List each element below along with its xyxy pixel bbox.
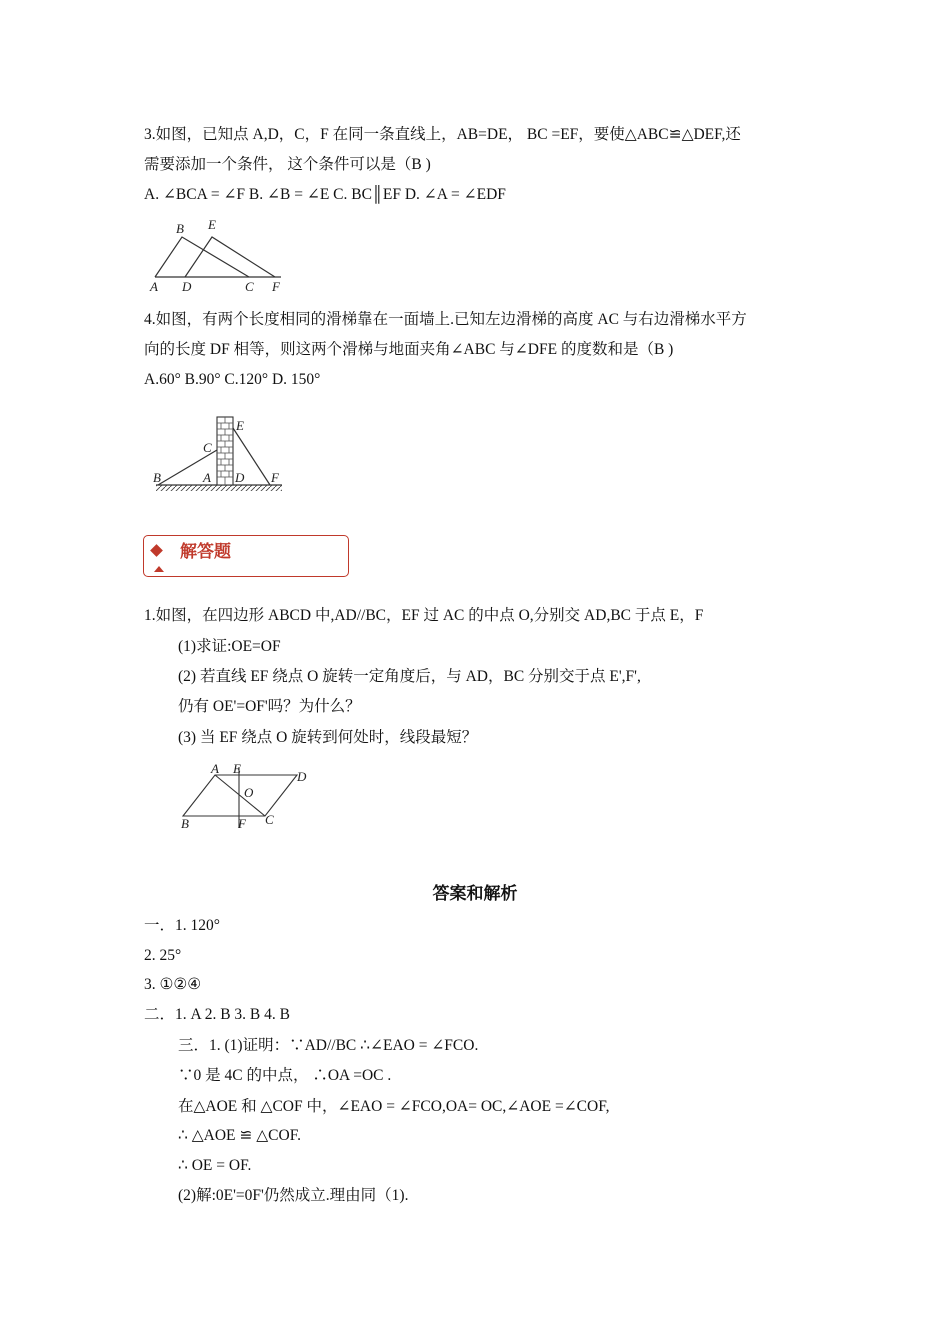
proof-line: (2)解:0E'=0F'仍然成立.理由同（1).	[178, 1187, 409, 1204]
q3-triangle-abc	[155, 237, 249, 277]
q4-line-1: 4.如图，有两个长度相同的滑梯靠在一面墙上.已知左边滑梯的高度 AC 与右边滑梯水平方	[144, 311, 747, 328]
q4-line-2: 向的长度 DF 相等，则这两个滑梯与地面夹角∠ABC 与∠DFE 的度数和是（B )	[144, 341, 674, 358]
q4-label-d: D	[235, 470, 245, 485]
proof-line: ∴ OE = OF.	[178, 1157, 252, 1174]
p1-label-d: D	[297, 769, 307, 784]
q4-figure	[150, 412, 290, 497]
q4-label-e: E	[236, 418, 244, 433]
answer-line: 一．1. 120°	[144, 917, 220, 934]
answer-line: 2. 25°	[144, 947, 182, 964]
q3-figure	[145, 215, 295, 295]
q4-options: A.60° B.90° C.120° D. 150°	[144, 371, 321, 388]
proof-line: 三．1. (1)证明：∵AD//BC ∴∠EAO = ∠FCO.	[178, 1037, 479, 1054]
p1-sub-3: (3) 当 EF 绕点 O 旋转到何处时，线段最短？	[178, 729, 478, 746]
p1-sub-2: (2) 若直线 EF 绕点 O 旋转一定角度后，与 AD，BC 分别交于点 E',F',	[178, 668, 641, 685]
p1-sub-2b: 仍有 OE'=OF'吗？为什么？	[178, 698, 361, 715]
p1-diagonal-ac	[215, 775, 265, 816]
q3-label-d: D	[182, 279, 192, 294]
answer-line: 二．1. A 2. B 3. B 4. B	[144, 1006, 290, 1023]
p1-label-e: E	[233, 761, 241, 776]
p1-label-a: A	[211, 761, 219, 776]
triangle-icon	[154, 566, 164, 572]
p1-line-1: 1.如图，在四边形 ABCD 中,AD//BC，EF 过 AC 的中点 O,分别交 AD,BC 于点 E，F	[144, 607, 704, 624]
proof-line: ∵0 是 4C 的中点， ∴OA =OC .	[178, 1067, 392, 1084]
q4-ground-hatch	[156, 485, 282, 491]
p1-figure	[175, 760, 315, 832]
p1-sub-1: (1)求证:OE=OF	[178, 638, 281, 655]
q3-line-1: 3.如图，已知点 A,D，C，F 在同一条直线上，AB=DE， BC =EF，要使△ABC≌△DEF,还	[144, 126, 741, 143]
q4-brick-wall	[217, 417, 233, 485]
q4-label-a: A	[203, 470, 211, 485]
q4-label-c: C	[203, 440, 212, 455]
p1-label-o: O	[244, 785, 254, 800]
q3-options: A. ∠BCA = ∠F B. ∠B = ∠E C. BC║EF D. ∠A = ∠EDF	[144, 186, 506, 203]
p1-label-c: C	[265, 812, 274, 827]
section-header-box	[143, 535, 349, 577]
q3-triangle-def	[185, 237, 275, 277]
section-title: 解答题	[180, 542, 231, 562]
q4-label-b: B	[153, 470, 161, 485]
answer-line: 3. ①②④	[144, 976, 202, 993]
q3-label-b: B	[176, 221, 184, 236]
q4-label-f: F	[271, 470, 279, 485]
q3-label-f: F	[272, 279, 280, 294]
proof-line: ∴ △AOE ≌ △COF.	[178, 1127, 301, 1144]
proof-line: 在△AOE 和 △COF 中，∠EAO = ∠FCO,OA= OC,∠AOE =∠COF,	[178, 1098, 610, 1115]
q3-label-a: A	[150, 279, 158, 294]
p1-label-f: F	[238, 816, 246, 831]
q3-label-e: E	[208, 217, 216, 232]
answers-title: 答案和解析	[432, 884, 518, 904]
q3-label-c: C	[245, 279, 254, 294]
q3-line-2: 需要添加一个条件， 这个条件可以是（B )	[144, 156, 431, 173]
p1-label-b: B	[181, 816, 189, 831]
